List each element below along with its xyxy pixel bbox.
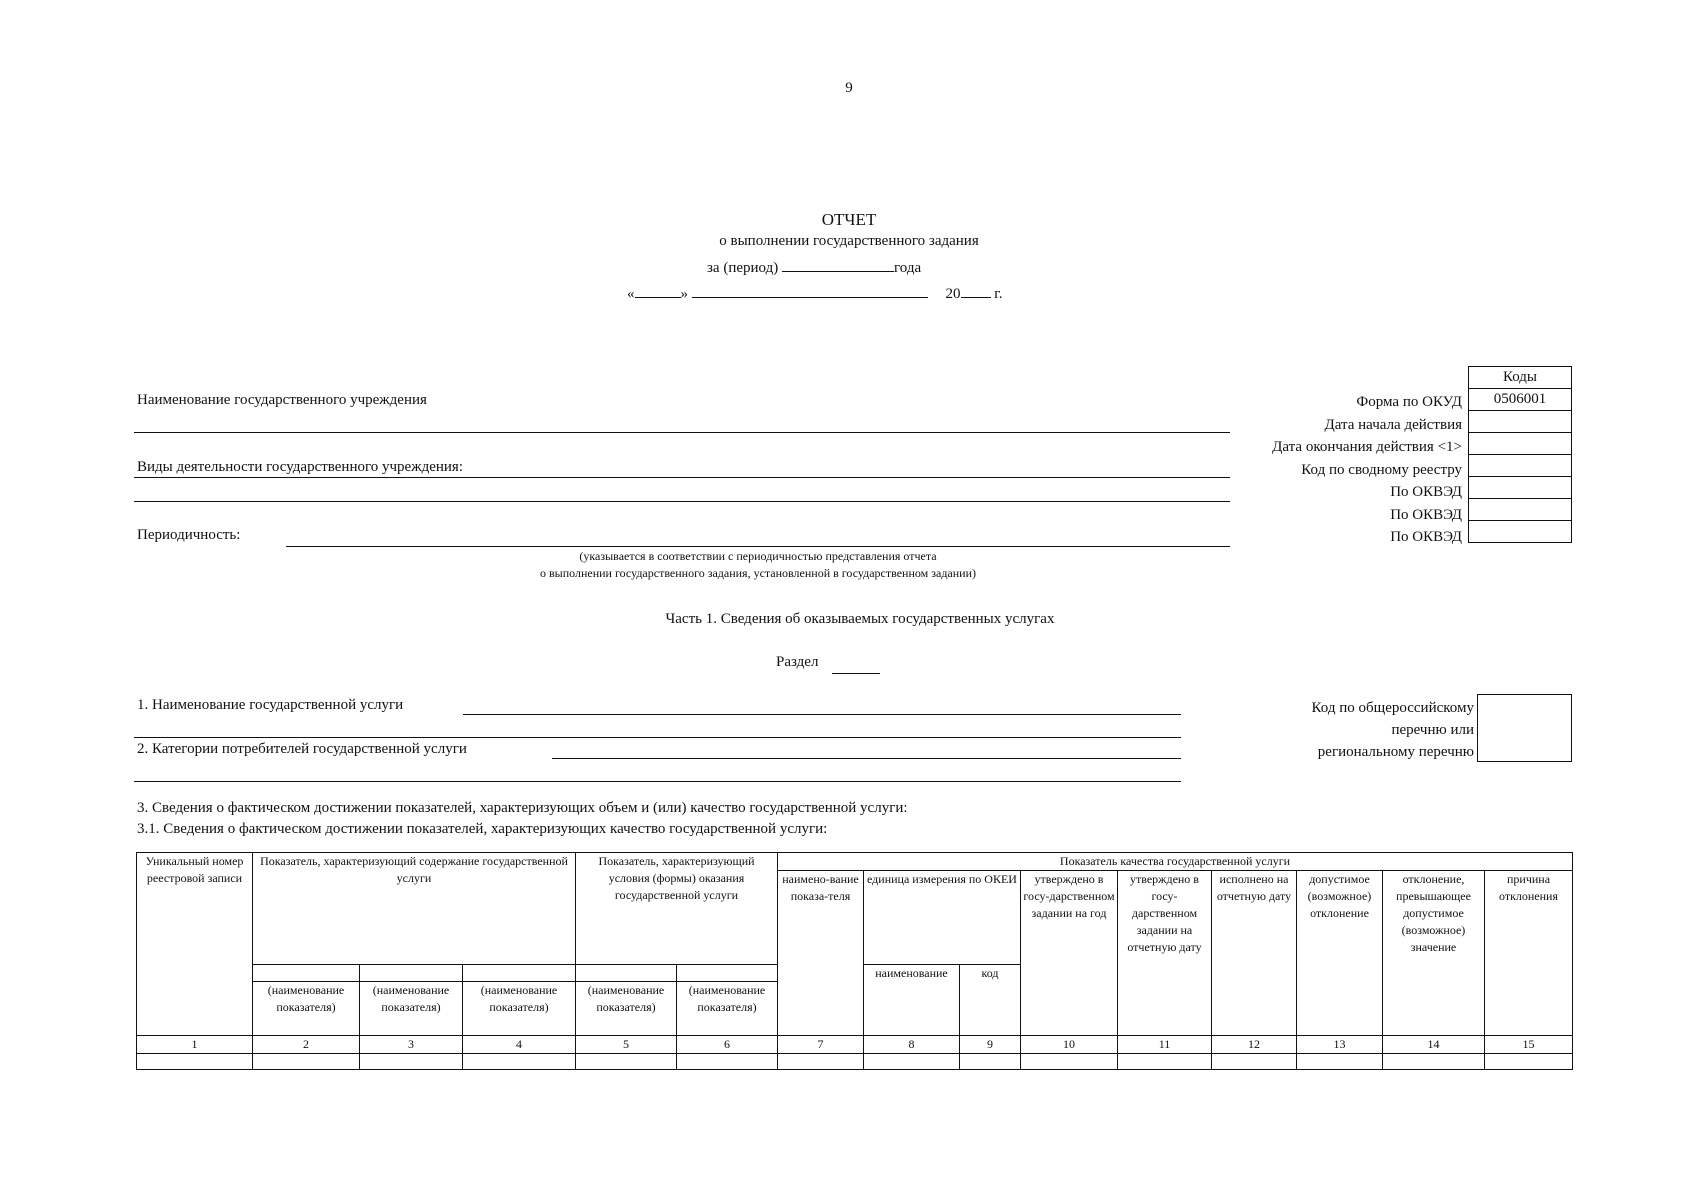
q-unit-code-header: код bbox=[960, 965, 1021, 1036]
registry-code-label-1: Код по общероссийскому bbox=[1311, 700, 1474, 716]
col-unique-header: Уникальный номер реестровой записи bbox=[137, 853, 253, 1036]
data-cell[interactable] bbox=[1118, 1054, 1212, 1070]
data-cell[interactable] bbox=[137, 1054, 253, 1070]
section-blank[interactable] bbox=[832, 673, 880, 674]
data-cell[interactable] bbox=[1297, 1054, 1383, 1070]
registry-code-label bbox=[1200, 697, 1474, 763]
registry-code-label-3: региональному перечню bbox=[1317, 744, 1474, 760]
day-blank[interactable] bbox=[635, 282, 681, 298]
col-num-15: 15 bbox=[1485, 1036, 1573, 1054]
code-labels bbox=[1272, 391, 1462, 549]
col-num-13: 13 bbox=[1297, 1036, 1383, 1054]
year-blank[interactable] bbox=[961, 282, 991, 298]
periodicity-note-2: о выполнении государственного задания, установленной в государственном задании) bbox=[539, 566, 977, 580]
indicator-name-6: (наименование показателя) bbox=[677, 982, 778, 1036]
okud-code[interactable]: 0506001 bbox=[1469, 389, 1572, 411]
periodicity-line[interactable] bbox=[286, 546, 1230, 547]
end-date-code[interactable] bbox=[1469, 433, 1572, 455]
data-cell[interactable] bbox=[1212, 1054, 1297, 1070]
okved-label-2: По ОКВЭД bbox=[1390, 506, 1462, 523]
col-num-3: 3 bbox=[360, 1036, 463, 1054]
periodicity-label: Периодичность: bbox=[137, 527, 241, 543]
open-quote: « bbox=[627, 286, 635, 302]
consumer-categories-label: 2. Категории потребителей государственной услуги bbox=[137, 741, 467, 757]
quality-table bbox=[136, 852, 1573, 1070]
indicator-name-5: (наименование показателя) bbox=[576, 982, 677, 1036]
section31-title: 3.1. Сведения о фактическом достижении показателей, характеризующих качество государственной услуги: bbox=[137, 821, 828, 837]
okved-label-3: По ОКВЭД bbox=[1390, 529, 1462, 545]
section-label: Раздел bbox=[776, 654, 819, 670]
start-date-label: Дата начала действия bbox=[1324, 416, 1462, 433]
q-approved-year-header: утверждено в госу-дарственном задании на год bbox=[1021, 871, 1118, 1036]
content-value-3[interactable] bbox=[463, 965, 576, 982]
data-cell[interactable] bbox=[1383, 1054, 1485, 1070]
col-num-7: 7 bbox=[778, 1036, 864, 1054]
end-date-label: Дата окончания действия <1> bbox=[1272, 439, 1462, 455]
col-num-4: 4 bbox=[463, 1036, 576, 1054]
condition-value-2[interactable] bbox=[677, 965, 778, 982]
col-num-2: 2 bbox=[253, 1036, 360, 1054]
okud-label: Форма по ОКУД bbox=[1356, 394, 1462, 410]
data-cell[interactable] bbox=[677, 1054, 778, 1070]
col-num-14: 14 bbox=[1383, 1036, 1485, 1054]
col-num-10: 10 bbox=[1021, 1036, 1118, 1054]
q-exceeding-header: отклонение, превышающее допустимое (возможное) значение bbox=[1383, 871, 1485, 1036]
table-row bbox=[137, 1054, 1573, 1070]
data-cell[interactable] bbox=[864, 1054, 960, 1070]
period-line bbox=[707, 256, 1007, 277]
service-name-line-2[interactable] bbox=[134, 737, 1181, 738]
content-value-2[interactable] bbox=[360, 965, 463, 982]
period-prefix: за (период) bbox=[707, 260, 779, 276]
registry-label: Код по сводному реестру bbox=[1301, 461, 1462, 478]
consumer-categories-line-1[interactable] bbox=[552, 758, 1181, 759]
okved-label-1: По ОКВЭД bbox=[1390, 484, 1462, 500]
col-conditions-header: Показатель, характеризующий условия (формы) оказания государственной услуги bbox=[576, 853, 778, 965]
col-num-5: 5 bbox=[576, 1036, 677, 1054]
q-unit-header: единица измерения по ОКЕИ bbox=[864, 871, 1021, 965]
year-prefix: 20 bbox=[945, 286, 961, 302]
col-num-8: 8 bbox=[864, 1036, 960, 1054]
consumer-categories-line-2[interactable] bbox=[134, 781, 1181, 782]
report-title: ОТЧЕТ bbox=[821, 210, 877, 229]
data-cell[interactable] bbox=[1021, 1054, 1118, 1070]
period-blank[interactable] bbox=[782, 256, 894, 272]
activities-line-1[interactable] bbox=[134, 477, 1230, 478]
col-num-1: 1 bbox=[137, 1036, 253, 1054]
column-numbers-row bbox=[137, 1036, 1573, 1054]
data-cell[interactable] bbox=[576, 1054, 677, 1070]
indicator-name-4: (наименование показателя) bbox=[463, 982, 576, 1036]
activities-label: Виды деятельности государственного учреждения: bbox=[137, 459, 463, 475]
okved-code-1[interactable] bbox=[1469, 477, 1572, 499]
col-quality-header: Показатель качества государственной услуги bbox=[778, 853, 1573, 871]
condition-value-1[interactable] bbox=[576, 965, 677, 982]
start-date-code[interactable] bbox=[1469, 411, 1572, 433]
content-value-1[interactable] bbox=[253, 965, 360, 982]
codes-table bbox=[1468, 366, 1572, 543]
q-unit-name-header: наименование bbox=[864, 965, 960, 1036]
report-subtitle: о выполнении государственного задания bbox=[719, 233, 979, 249]
institution-name-label: Наименование государственного учреждения bbox=[137, 392, 427, 408]
section3-title: 3. Сведения о фактическом достижении показателей, характеризующих объем и (или) качество государственной услуги: bbox=[137, 800, 908, 816]
date-line bbox=[627, 282, 1067, 303]
data-cell[interactable] bbox=[1485, 1054, 1573, 1070]
col-num-12: 12 bbox=[1212, 1036, 1297, 1054]
q-approved-date-header: утверждено в госу-дарственном задании на отчетную дату bbox=[1118, 871, 1212, 1036]
registry-code-label-2: перечню или bbox=[1391, 722, 1474, 738]
page-number: 9 bbox=[845, 80, 853, 96]
period-suffix: года bbox=[894, 260, 922, 276]
activities-line-2[interactable] bbox=[134, 501, 1230, 502]
col-num-6: 6 bbox=[677, 1036, 778, 1054]
okved-code-2[interactable] bbox=[1469, 499, 1572, 521]
indicator-name-3: (наименование показателя) bbox=[360, 982, 463, 1036]
q-allowed-header: допустимое (возможное) отклонение bbox=[1297, 871, 1383, 1036]
data-cell[interactable] bbox=[960, 1054, 1021, 1070]
col-content-header: Показатель, характеризующий содержание государственной услуги bbox=[253, 853, 576, 965]
part1-title: Часть 1. Сведения об оказываемых государственных услугах bbox=[665, 611, 1055, 627]
close-quote: » bbox=[680, 286, 688, 302]
okved-code-3[interactable] bbox=[1469, 521, 1572, 543]
year-suffix: г. bbox=[994, 286, 1003, 302]
col-num-9: 9 bbox=[960, 1036, 1021, 1054]
data-cell[interactable] bbox=[360, 1054, 463, 1070]
q-name-header: наимено-вание показа-теля bbox=[778, 871, 864, 1036]
q-executed-header: исполнено на отчетную дату bbox=[1212, 871, 1297, 1036]
registry-code-box[interactable] bbox=[1477, 694, 1572, 762]
registry-code[interactable] bbox=[1469, 455, 1572, 477]
indicator-name-2: (наименование показателя) bbox=[253, 982, 360, 1036]
institution-name-line[interactable] bbox=[134, 432, 1230, 433]
col-num-11: 11 bbox=[1118, 1036, 1212, 1054]
service-name-line-1[interactable] bbox=[463, 714, 1181, 715]
data-cell[interactable] bbox=[253, 1054, 360, 1070]
data-cell[interactable] bbox=[778, 1054, 864, 1070]
periodicity-note-1: (указывается в соответствии с периодичностью представления отчета bbox=[579, 549, 937, 563]
codes-header: Коды bbox=[1469, 367, 1572, 389]
service-name-label: 1. Наименование государственной услуги bbox=[137, 697, 404, 713]
month-blank[interactable] bbox=[692, 282, 928, 298]
data-cell[interactable] bbox=[463, 1054, 576, 1070]
q-reason-header: причина отклонения bbox=[1485, 871, 1573, 1036]
